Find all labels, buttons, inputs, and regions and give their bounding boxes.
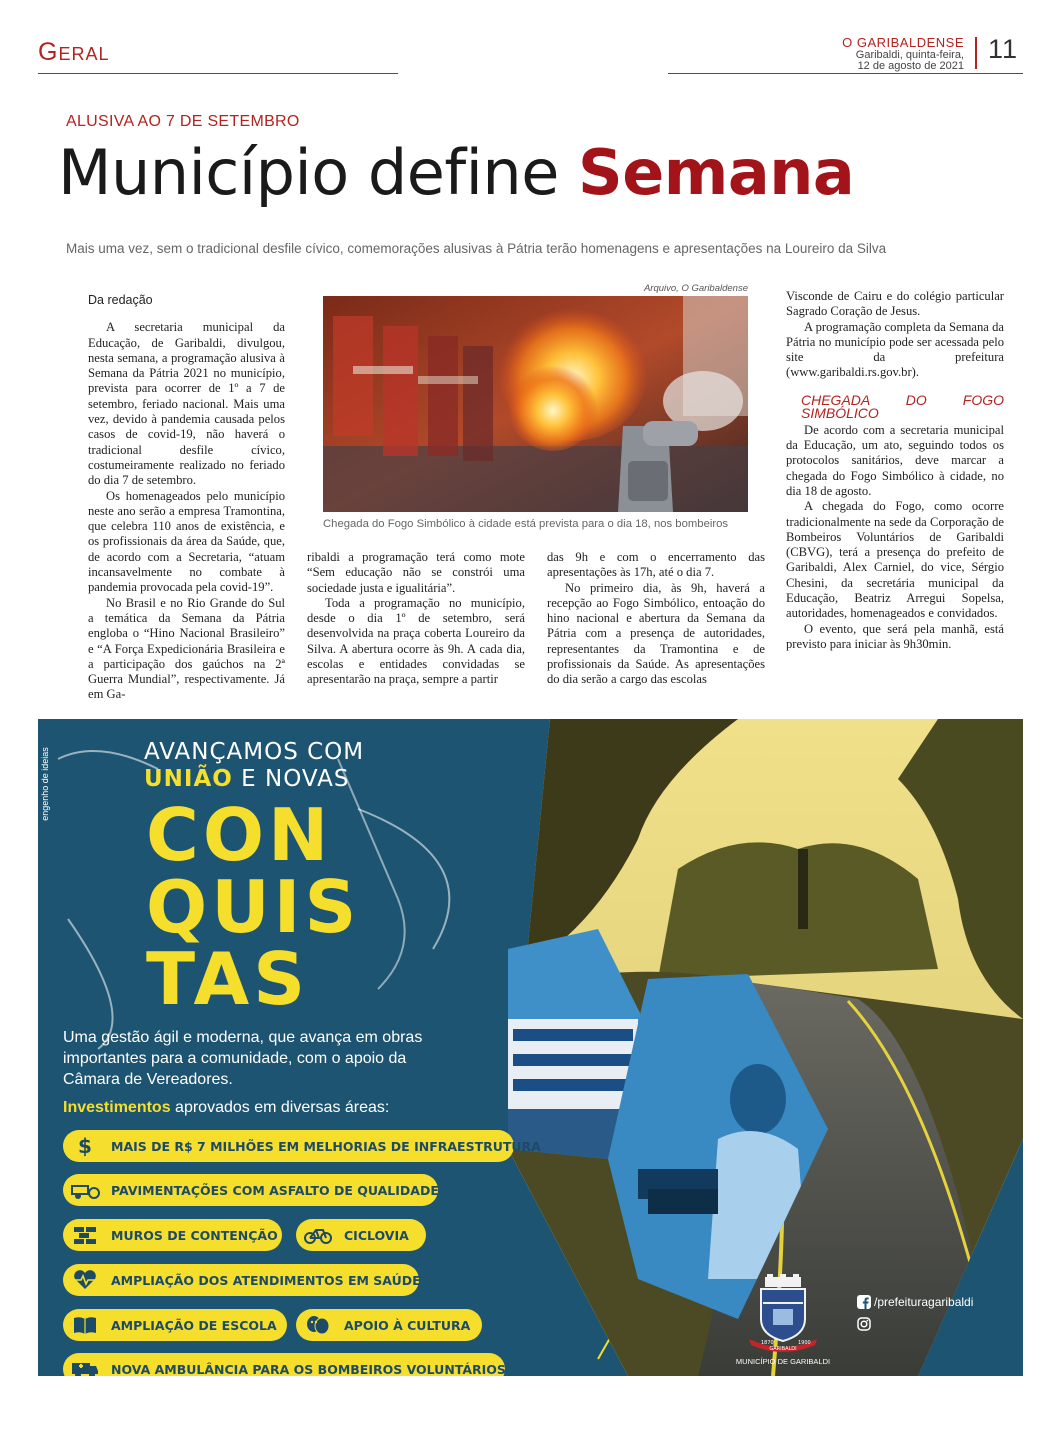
paragraph: A chegada do Fogo, como ocorre tradicionalmente na sede da Corporação de Bombeiros Voluntários de Garibaldi (CBVG), terá a presença do prefeito de Garibaldi, Alex Carniel, do vice, Sérgio Chesini, da secretária municipal da Educação, Beatriz Arregui Sopelsa, autoridades, homenageados e convidados.	[786, 499, 1004, 621]
advertisement	[38, 719, 1023, 1376]
heartbeat-icon	[63, 1264, 107, 1296]
photo-credit: Arquivo, O Garibaldense	[643, 283, 748, 294]
investment-label: PAVIMENTAÇÕES COM ASFALTO DE QUALIDADE	[111, 1182, 439, 1198]
investment-item	[296, 1219, 426, 1251]
investment-item	[63, 1219, 282, 1251]
headline-highlight: Semana	[578, 136, 855, 209]
photo-caption: Chegada do Fogo Simbólico à cidade está prevista para o dia 18, nos bombeiros	[323, 518, 729, 530]
investment-label: CICLOVIA	[344, 1227, 409, 1243]
page-number-separator	[975, 37, 977, 69]
investment-label: MAIS DE R$ 7 MILHÕES EM MELHORIAS DE INFRAESTRUTURA	[111, 1138, 541, 1154]
dollar-icon	[63, 1130, 107, 1162]
headline-main: Município define	[58, 136, 579, 209]
facebook-handle: /prefeituragaribaldi	[874, 1295, 974, 1309]
investment-label: NOVA AMBULÂNCIA PARA OS BOMBEIROS VOLUNTÁRIOS	[111, 1361, 506, 1376]
section-name: Geral	[38, 38, 110, 66]
investment-item	[63, 1174, 438, 1206]
big-word-3: TAS	[146, 937, 310, 1021]
article-column-1	[88, 293, 285, 703]
municipality-name: MUNICÍPIO DE GARIBALDI	[735, 1357, 831, 1366]
paragraph: Os homenageados pelo município neste ano serão a empresa Tramontina, que celebra 110 anos de existência, e os profissionais da área da Saúde, que, de acordo com a Secretaria, “atuam incansavelmente no combate à pandemia provocada pela covid-19”.	[88, 488, 285, 595]
investment-item	[63, 1309, 287, 1341]
kicker: ALUSIVA AO 7 DE SETEMBRO	[66, 113, 300, 130]
article-column-2	[307, 550, 525, 688]
fire-torch-photo	[323, 296, 748, 512]
investment-label: AMPLIAÇÃO DOS ATENDIMENTOS EM SAÚDE	[111, 1272, 421, 1288]
agency-name: engenho de ideias	[39, 747, 50, 821]
investment-label: APOIO À CULTURA	[344, 1317, 471, 1333]
date-line-1: Garibaldi, quinta-feira,	[855, 48, 964, 61]
ad-tagline-line-2	[144, 766, 350, 792]
instagram-icon	[856, 1317, 871, 1332]
investments-rest: aprovados em diversas áreas:	[170, 1099, 390, 1116]
date-line-2: 12 de agosto de 2021	[857, 60, 964, 73]
bicycle-icon	[296, 1219, 340, 1251]
paragraph: O evento, que será pela manhã, está previsto para iniciar às 9h30min.	[786, 621, 1004, 651]
bricks-icon	[63, 1219, 107, 1251]
investments-heading	[63, 1099, 389, 1117]
investments-bold: Investimentos	[63, 1099, 171, 1116]
ambulance-icon	[63, 1353, 107, 1376]
subheading: CHEGADA DO FOGO SIMBÓLICO	[801, 391, 1004, 421]
tagline-rest: E NOVAS	[232, 766, 350, 792]
facebook-icon	[856, 1295, 871, 1310]
paragraph: A secretaria municipal da Educação, de Garibaldi, divulgou, nesta semana, a programação alusiva à Semana da Pátria 2021 no município, prevista para ocorrer de 1º a 7 de setembro, feriado nacional. Mais uma vez, devido à pandemia causada pelos casos de covid-19, não haverá o tradicional desfile cívico, costumeiramente realizado no feriado do dia 7 de setembro.	[88, 320, 285, 488]
instagram-link[interactable]	[856, 1313, 973, 1335]
book-icon	[63, 1309, 107, 1341]
paragraph: das 9h e com o encerramento das apresentações às 17h, até o dia 7.	[547, 550, 765, 580]
header-rule-left	[38, 73, 398, 74]
paragraph: De acordo com a secretaria municipal da Educação, um ato, seguindo todos os protocolos sanitários, deve marcar a chegada do Fogo Simbólico à cidade, no dia 18 de agosto.	[786, 422, 1004, 498]
tagline-highlight: UNIÃO	[144, 766, 233, 792]
article-column-3	[547, 550, 765, 688]
ad-body-text: Uma gestão ágil e moderna, que avança em obras importantes para a comunidade, com o apoio da Câmara de Vereadores.	[63, 1029, 423, 1088]
agency-credit	[39, 739, 58, 839]
svg-text:$: $	[78, 1135, 92, 1157]
paragraph: No primeiro dia, às 9h, haverá a recepção ao Fogo Simbólico, entoação do hino nacional e abertura da Semana da Pátria com a presença de autoridades, representantes da Tramontina e de profissionais da Saúde. As apresentações do dia serão a cargo das escolas	[547, 580, 765, 687]
crest-name: GARIBALDI	[769, 1346, 797, 1352]
social-links	[856, 1291, 973, 1335]
big-word-1: CON	[146, 793, 333, 877]
crest-year-right: 1900	[798, 1340, 811, 1346]
article-column-4	[786, 289, 1004, 652]
paragraph: No Brasil e no Rio Grande do Sul a temática da Semana da Pátria engloba o “Hino Nacional Brasileiro” e “A Força Expedicionária Brasileira e a participação dos gaúchos na 2ª Guerra Mundial”, respectivamente. Já em Ga-	[88, 595, 285, 702]
big-word-2: QUIS	[146, 865, 361, 949]
investment-item	[63, 1130, 541, 1162]
byline: Da redação	[88, 293, 153, 307]
paragraph: ribaldi a programação terá como mote “Sem educação não se constrói uma sociedade justa e igualitária”.	[307, 550, 525, 595]
facebook-link[interactable]	[856, 1291, 973, 1313]
paragraph: Toda a programação no município, desde o dia 1º de setembro, será desenvolvida na praça coberta Loureiro da Silva. A abertura ocorre às 9h. A cada dia, escolas e entidades convidadas se apresentarão na praça, sempre a partir	[307, 595, 525, 687]
municipal-crest	[743, 1273, 823, 1353]
investment-item	[63, 1353, 505, 1376]
investment-item	[296, 1309, 482, 1341]
investment-label: MUROS DE CONTENÇÃO	[111, 1227, 278, 1243]
masthead	[842, 36, 964, 73]
crest-year-left: 1870	[761, 1340, 774, 1346]
paragraph: A programação completa da Semana da Pátria no município pode ser acessada pelo site da prefeitura (www.garibaldi.rs.gov.br).	[786, 319, 1004, 380]
theater-masks-icon	[296, 1309, 340, 1341]
headline	[58, 136, 854, 209]
investment-label: AMPLIAÇÃO DE ESCOLA	[111, 1317, 277, 1333]
paragraph: Visconde de Cairu e do colégio particular Sagrado Coração de Jesus.	[786, 289, 1004, 319]
roller-icon	[63, 1174, 107, 1206]
newspaper-name: O GARIBALDENSE	[842, 35, 964, 50]
page-number: 11	[988, 34, 1019, 64]
header-rule-right	[668, 73, 1023, 74]
ad-tagline-line-1: AVANÇAMOS COM	[144, 739, 365, 765]
deck: Mais uma vez, sem o tradicional desfile cívico, comemorações alusivas à Pátria terão homenagens e apresentações na Loureiro da Silva	[66, 241, 887, 256]
investment-item	[63, 1264, 419, 1296]
